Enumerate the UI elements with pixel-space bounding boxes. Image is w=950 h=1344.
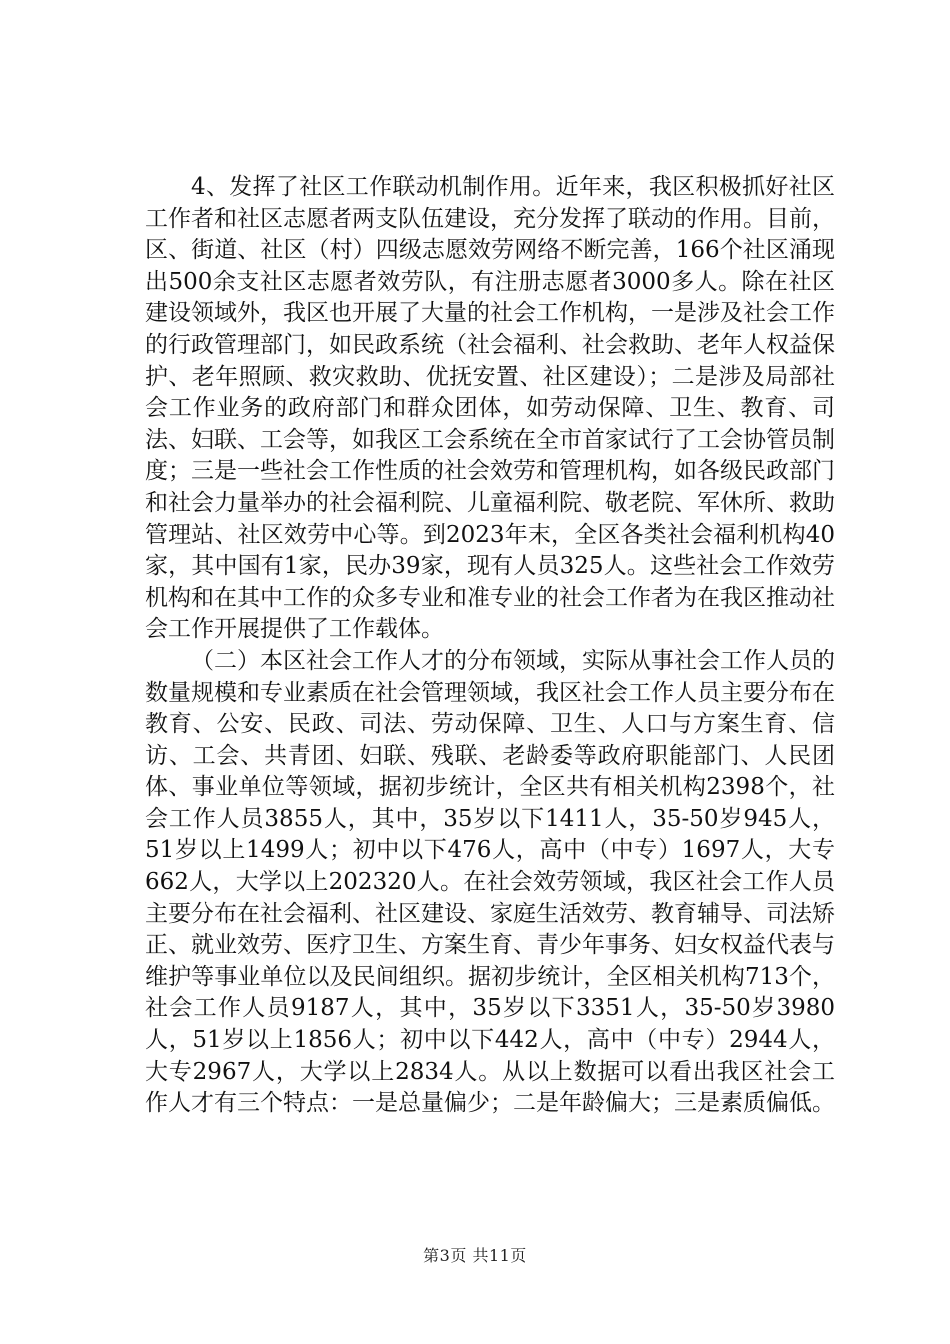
- paragraph-talent-distribution: （二）本区社会工作人才的分布领域，实际从事社会工作人员的数量规模和专业素质在社会管理领域，我区社会工作人员主要分布在教育、公安、民政、司法、劳动保障、卫生、人口与方案生育、信访、工会、共青团、妇联、残联、老龄委等政府职能部门、人民团体、事业单位等领域，据初步统计，全区共有相关机构2398个，社会工作人员3855人，其中，35岁以下1411人，35-50岁945人，51岁以上1499人；初中以下476人，高中（中专）1697人，大专662人，大学以上202320人。在社会效劳领域，我区社会工作人员主要分布在社会福利、社区建设、家庭生活效劳、教育辅导、司法矫正、就业效劳、医疗卫生、方案生育、青少年事务、妇女权益代表与维护等事业单位以及民间组织。据初步统计，全区相关机构713个，社会工作人员9187人，其中，35岁以下3351人，35-50岁3980人，51岁以上1856人；初中以下442人，高中（中专）2944人，大专2967人，大学以上2834人。从以上数据可以看出我区社会工作人才有三个特点：一是总量偏少；二是年龄偏大；三是素质偏低。: [145, 647, 835, 1117]
- paragraph-community-linkage: 4、发挥了社区工作联动机制作用。近年来，我区积极抓好社区工作者和社区志愿者两支队伍建设，充分发挥了联动的作用。目前，区、街道、社区（村）四级志愿效劳网络不断完善，166个社区涌现出500余支社区志愿者效劳队，有注册志愿者3000多人。除在社区建设领域外，我区也开展了大量的社会工作机构，一是涉及社会工作的行政管理部门，如民政系统（社会福利、社会救助、老年人权益保护、老年照顾、救灾救助、优抚安置、社区建设）；二是涉及局部社会工作业务的政府部门和群众团体，如劳动保障、卫生、教育、司法、妇联、工会等，如我区工会系统在全市首家试行了工会协管员制度；三是一些社会工作性质的社会效劳和管理机构，如各级民政部门和社会力量举办的社会福利院、儿童福利院、敬老院、军休所、救助管理站、社区效劳中心等。到2023年末，全区各类社会福利机构40家，其中国有1家，民办39家，现有人员325人。这些社会工作效劳机构和在其中工作的众多专业和准专业的社会工作者为在我区推动社会工作开展提供了工作载体。: [145, 174, 835, 643]
- document-body: [145, 172, 835, 1120]
- page-number-footer: 第3页 共11页: [423, 1246, 527, 1265]
